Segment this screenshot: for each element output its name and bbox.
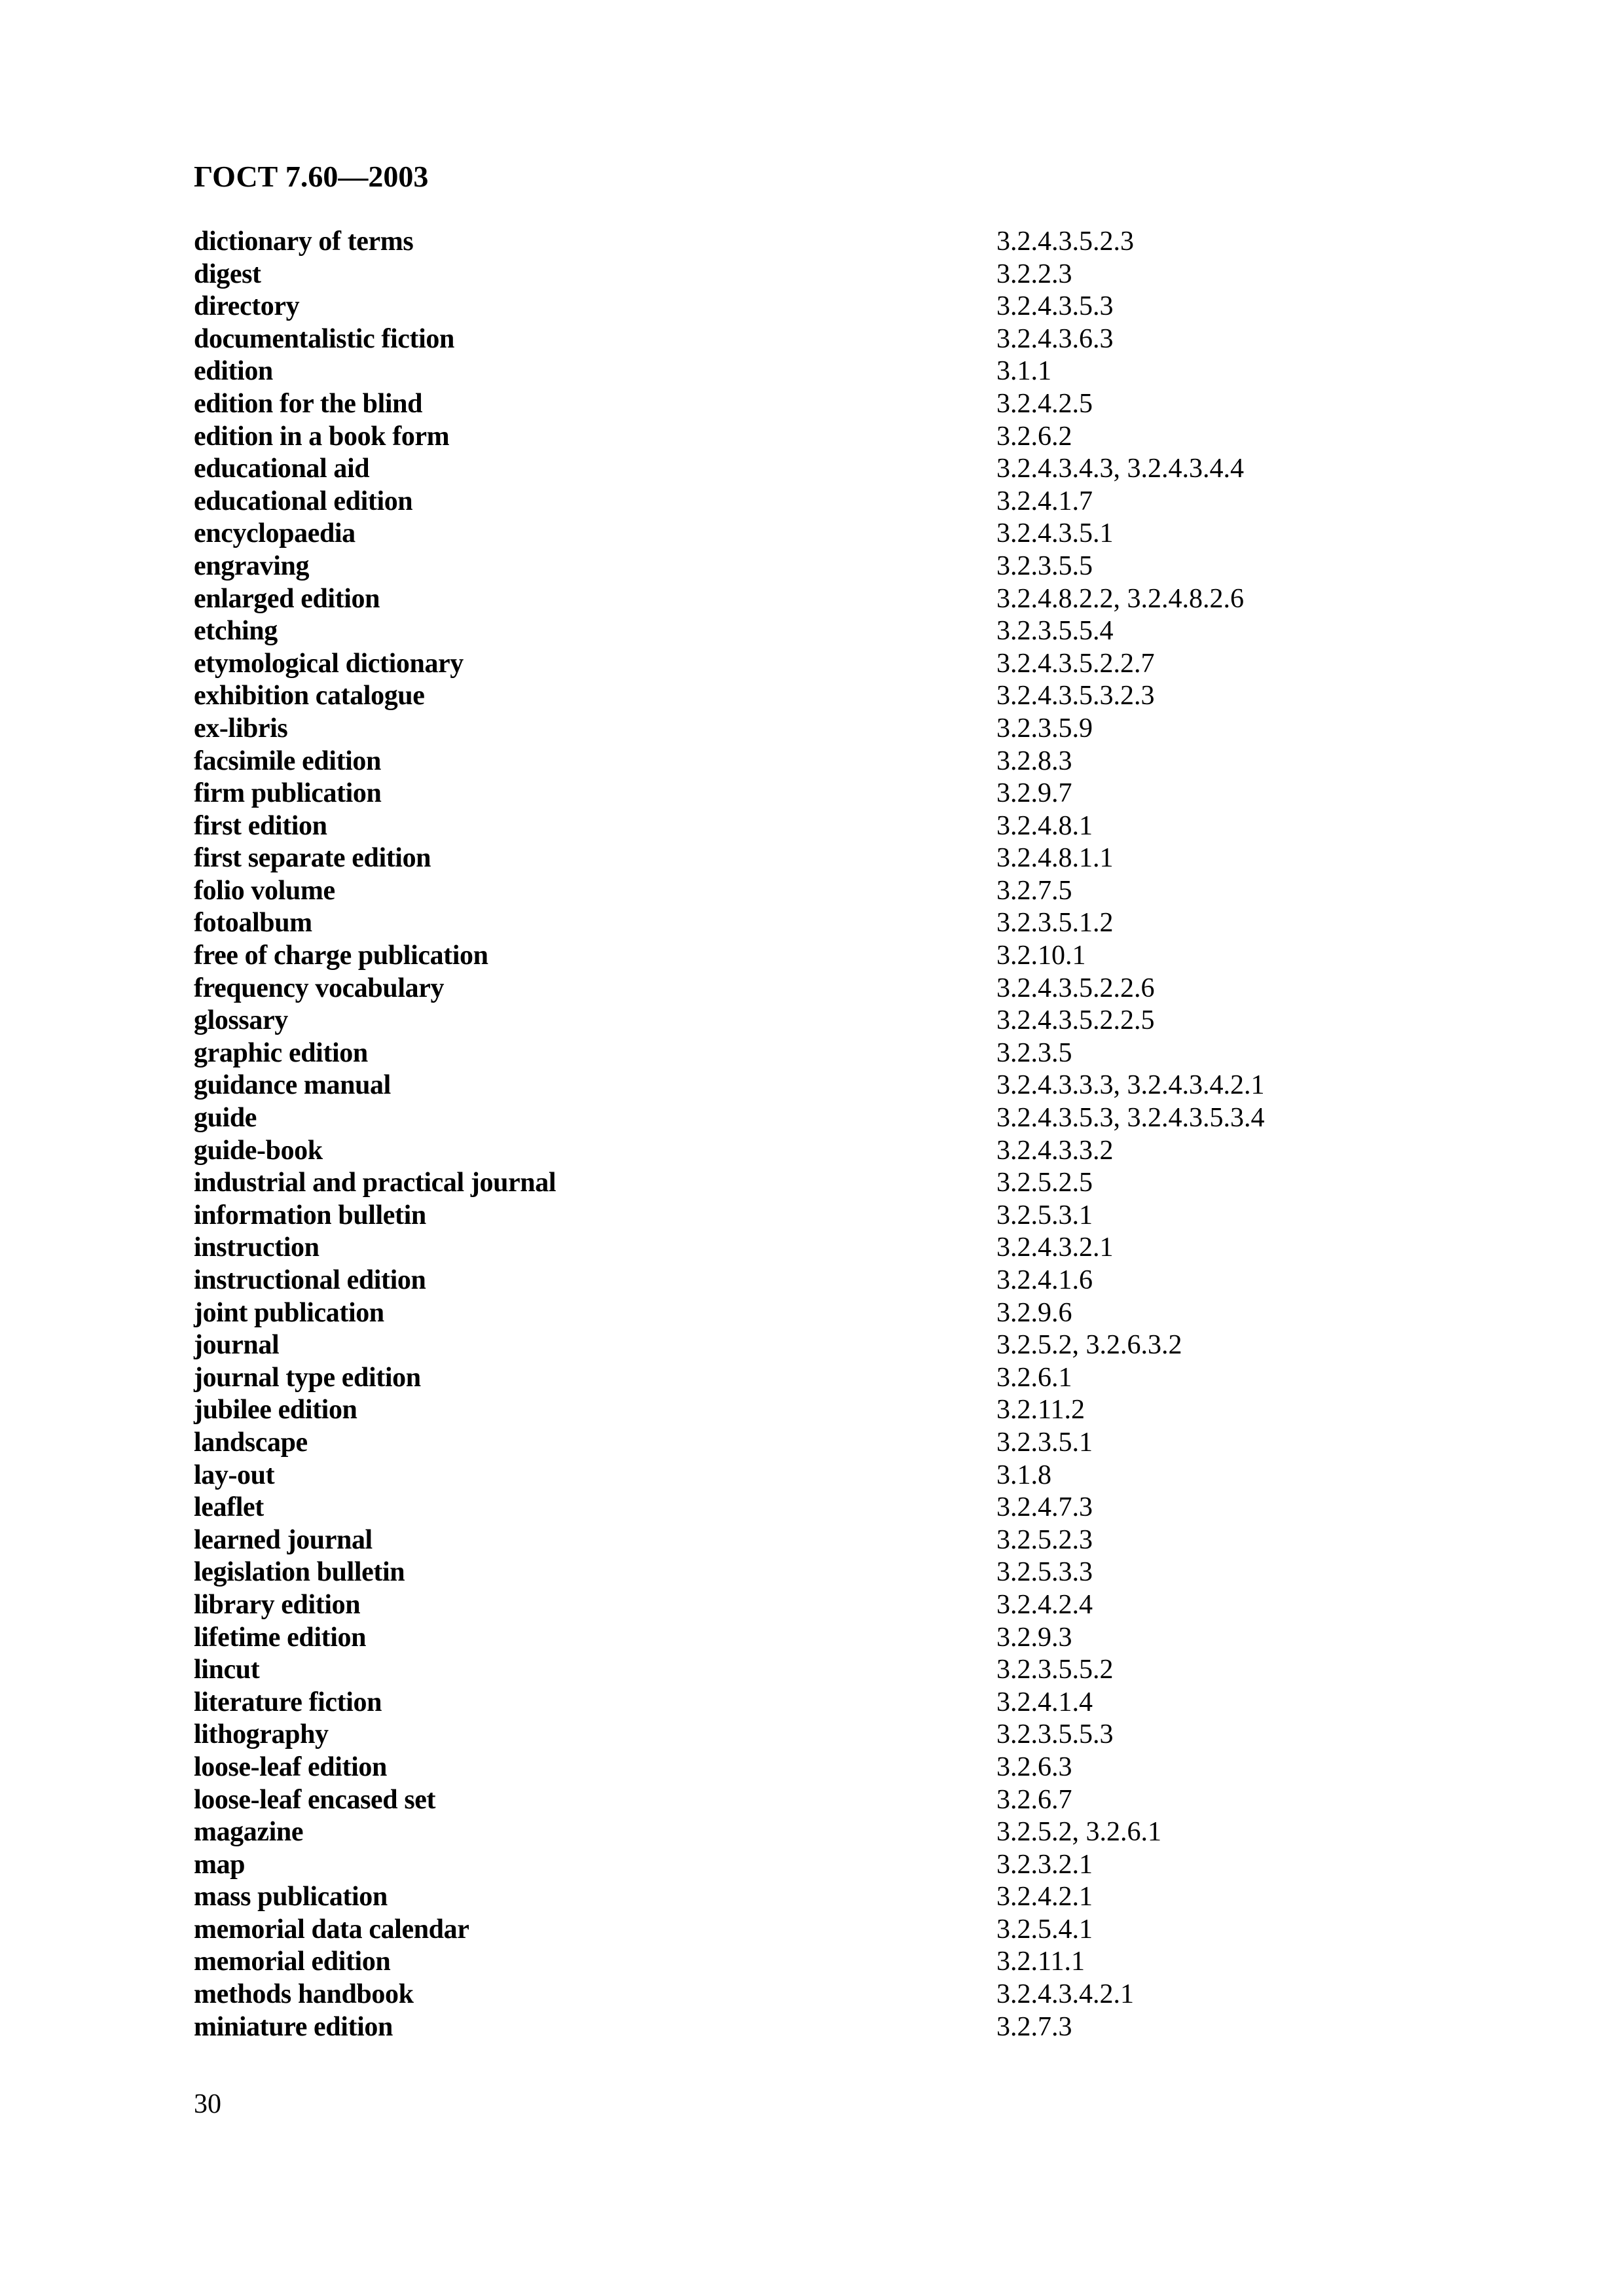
index-reference: 3.2.2.3 [996, 259, 1072, 289]
index-term: lincut [194, 1655, 260, 1685]
index-reference: 3.2.5.2.5 [996, 1168, 1093, 1198]
index-entry [194, 1069, 1307, 1102]
index-entry [194, 745, 1307, 778]
index-term: guidance manual [194, 1070, 391, 1101]
index-term: lithography [194, 1719, 329, 1750]
index-reference: 3.2.4.3.2.1 [996, 1232, 1114, 1263]
index-term: frequency vocabulary [194, 973, 445, 1003]
index-reference: 3.2.7.3 [996, 2011, 1072, 2042]
index-reference: 3.2.7.5 [996, 875, 1072, 906]
index-term: edition for the blind [194, 388, 423, 419]
index-entry [194, 387, 1307, 420]
index-entry [194, 290, 1307, 323]
index-reference: 3.2.6.3 [996, 1751, 1072, 1782]
index-term: leaflet [194, 1492, 264, 1523]
index-reference: 3.2.4.3.5.2.2.5 [996, 1005, 1155, 1036]
index-reference: 3.2.4.3.4.2.1 [996, 1979, 1134, 2010]
index-reference: 3.2.9.7 [996, 778, 1072, 809]
index-reference: 3.2.4.3.5.2.2.6 [996, 973, 1155, 1003]
index-entry [194, 1102, 1307, 1134]
index-term: exhibition catalogue [194, 681, 425, 711]
index-term: methods handbook [194, 1979, 414, 2010]
index-term: facsimile edition [194, 745, 381, 776]
index-entry [194, 1816, 1307, 1848]
index-term: educational edition [194, 486, 413, 516]
index-entry [194, 647, 1307, 680]
index-entry [194, 1880, 1307, 1913]
index-term: landscape [194, 1427, 308, 1458]
index-entry [194, 1524, 1307, 1556]
index-entry [194, 1556, 1307, 1588]
index-entry [194, 1718, 1307, 1751]
index-reference: 3.2.4.1.4 [996, 1687, 1093, 1717]
index-term: first separate edition [194, 843, 431, 874]
index-reference: 3.2.5.2, 3.2.6.1 [996, 1817, 1161, 1848]
index-entry [194, 679, 1307, 712]
index-term: edition in a book form [194, 421, 450, 452]
index-reference: 3.2.5.4.1 [996, 1914, 1093, 1945]
index-reference: 3.2.4.3.5.1 [996, 518, 1114, 549]
document-header: ГОСТ 7.60—2003 [194, 160, 429, 193]
index-entry [194, 777, 1307, 810]
index-entry [194, 420, 1307, 453]
index-reference: 3.2.3.5.1 [996, 1427, 1093, 1458]
index-reference: 3.2.4.3.5.3 [996, 291, 1114, 322]
index-entry [194, 1978, 1307, 2011]
index-entry [194, 906, 1307, 939]
index-term: directory [194, 291, 300, 322]
index-reference: 3.2.3.2.1 [996, 1849, 1093, 1880]
index-entry [194, 452, 1307, 485]
index-entry [194, 810, 1307, 842]
index-term: mass publication [194, 1882, 388, 1912]
index-entry [194, 1264, 1307, 1297]
index-term: engraving [194, 550, 310, 581]
index-term: joint publication [194, 1297, 384, 1328]
index-reference: 3.2.4.3.4.3, 3.2.4.3.4.4 [996, 454, 1244, 484]
index-entry [194, 2011, 1307, 2043]
index-reference: 3.2.3.5.5.4 [996, 616, 1114, 647]
index-reference: 3.2.4.1.6 [996, 1265, 1093, 1295]
index-term: first edition [194, 810, 327, 841]
index-reference: 3.2.4.3.3.2 [996, 1135, 1114, 1166]
page-number: 30 [194, 2089, 221, 2119]
index-entry [194, 615, 1307, 647]
index-term: free of charge publication [194, 941, 488, 971]
index-term: documentalistic fiction [194, 323, 454, 354]
index-reference: 3.2.4.7.3 [996, 1492, 1093, 1523]
index-reference: 3.2.4.2.1 [996, 1882, 1093, 1912]
index-reference: 3.1.8 [996, 1460, 1051, 1490]
index-reference: 3.2.4.3.5.2.2.7 [996, 648, 1155, 679]
index-entry [194, 842, 1307, 874]
index-reference: 3.2.6.7 [996, 1784, 1072, 1815]
index-reference: 3.2.11.2 [996, 1395, 1085, 1426]
index-reference: 3.2.4.3.5.2.3 [996, 226, 1134, 257]
index-reference: 3.2.4.1.7 [996, 486, 1093, 516]
index-entry [194, 1784, 1307, 1816]
index-term: journal type edition [194, 1362, 421, 1393]
index-term: educational aid [194, 454, 370, 484]
index-reference: 3.2.9.3 [996, 1622, 1072, 1653]
index-reference: 3.2.6.2 [996, 421, 1072, 452]
index-term: instruction [194, 1232, 319, 1263]
index-term: memorial data calendar [194, 1914, 469, 1945]
index-term: etching [194, 616, 278, 647]
index-reference: 3.2.6.1 [996, 1362, 1072, 1393]
index-term: instructional edition [194, 1265, 426, 1295]
index-term: miniature edition [194, 2011, 393, 2042]
index-term: dictionary of terms [194, 226, 414, 257]
index-reference: 3.2.5.2, 3.2.6.3.2 [996, 1330, 1182, 1361]
index-term: loose-leaf encased set [194, 1784, 436, 1815]
index-term: lifetime edition [194, 1622, 367, 1653]
index-reference: 3.2.4.3.6.3 [996, 323, 1114, 354]
index-entry [194, 1199, 1307, 1232]
index-entry [194, 1361, 1307, 1394]
index-reference: 3.2.4.3.3.3, 3.2.4.3.4.2.1 [996, 1070, 1265, 1101]
index-reference: 3.2.4.8.1.1 [996, 843, 1114, 874]
index-term: guide-book [194, 1135, 323, 1166]
index-entry [194, 1426, 1307, 1459]
index-term: graphic edition [194, 1037, 368, 1068]
index-reference: 3.2.11.1 [996, 1946, 1085, 1977]
index-term: map [194, 1849, 246, 1880]
index-entry [194, 225, 1307, 258]
index-term: legislation bulletin [194, 1557, 405, 1588]
index-reference: 3.2.5.3.3 [996, 1557, 1093, 1588]
index-term: glossary [194, 1005, 288, 1036]
index-reference: 3.2.3.5.5.2 [996, 1655, 1114, 1685]
index-term: literature fiction [194, 1687, 382, 1717]
index-reference: 3.2.3.5.1.2 [996, 908, 1114, 939]
index-reference: 3.2.3.5.5 [996, 550, 1093, 581]
index-term: journal [194, 1330, 280, 1361]
index-term: guide [194, 1103, 257, 1134]
index-term: loose-leaf edition [194, 1751, 387, 1782]
index-reference: 3.2.4.8.1 [996, 810, 1093, 841]
index-entry [194, 1848, 1307, 1881]
index-entry [194, 1231, 1307, 1264]
index-entry [194, 939, 1307, 972]
index-reference: 3.2.10.1 [996, 941, 1086, 971]
index-term: industrial and practical journal [194, 1168, 556, 1198]
index-entry [194, 323, 1307, 355]
index-entry [194, 1134, 1307, 1167]
index-entry [194, 583, 1307, 615]
index-reference: 3.2.4.2.4 [996, 1589, 1093, 1620]
index-reference: 3.2.3.5 [996, 1037, 1072, 1068]
index-term: library edition [194, 1589, 361, 1620]
index-reference: 3.2.4.3.5.3.2.3 [996, 681, 1155, 711]
index-term: etymological dictionary [194, 648, 464, 679]
index-term: encyclopaedia [194, 518, 356, 549]
index-term: digest [194, 259, 261, 289]
index-term: magazine [194, 1817, 304, 1848]
index-reference: 3.2.4.2.5 [996, 388, 1093, 419]
index-reference: 3.2.8.3 [996, 745, 1072, 776]
index-reference: 3.2.3.5.9 [996, 713, 1093, 744]
index-reference: 3.2.9.6 [996, 1297, 1072, 1328]
index-entry [194, 1491, 1307, 1524]
index-entry [194, 874, 1307, 907]
index-entry [194, 1653, 1307, 1686]
index-entry [194, 1004, 1307, 1037]
index-term: firm publication [194, 778, 382, 809]
index-reference: 3.2.4.3.5.3, 3.2.4.3.5.3.4 [996, 1103, 1265, 1134]
index-entry [194, 712, 1307, 745]
term-index-list [194, 225, 1307, 2043]
index-term: jubilee edition [194, 1395, 357, 1426]
index-entry [194, 355, 1307, 387]
index-entry [194, 1686, 1307, 1719]
index-entry [194, 1913, 1307, 1946]
index-entry [194, 1329, 1307, 1361]
index-term: enlarged edition [194, 583, 380, 614]
index-reference: 3.2.5.3.1 [996, 1200, 1093, 1230]
index-reference: 3.2.3.5.5.3 [996, 1719, 1114, 1750]
index-entry [194, 517, 1307, 550]
index-term: information bulletin [194, 1200, 426, 1230]
index-entry [194, 1393, 1307, 1426]
index-term: fotoalbum [194, 908, 312, 939]
index-entry [194, 258, 1307, 291]
index-term: ex-libris [194, 713, 288, 744]
index-entry [194, 1751, 1307, 1784]
index-term: memorial edition [194, 1946, 391, 1977]
index-term: lay-out [194, 1460, 275, 1490]
index-entry [194, 1945, 1307, 1978]
index-reference: 3.2.5.2.3 [996, 1524, 1093, 1555]
index-term: edition [194, 356, 273, 387]
index-entry [194, 485, 1307, 518]
index-entry [194, 1459, 1307, 1492]
index-entry [194, 1297, 1307, 1329]
index-entry [194, 972, 1307, 1005]
index-reference: 3.1.1 [996, 356, 1051, 387]
index-entry [194, 550, 1307, 583]
index-term: folio volume [194, 875, 335, 906]
index-entry [194, 1588, 1307, 1621]
index-entry [194, 1037, 1307, 1069]
index-entry [194, 1166, 1307, 1199]
index-entry [194, 1621, 1307, 1654]
index-reference: 3.2.4.8.2.2, 3.2.4.8.2.6 [996, 583, 1244, 614]
index-term: learned journal [194, 1524, 373, 1555]
